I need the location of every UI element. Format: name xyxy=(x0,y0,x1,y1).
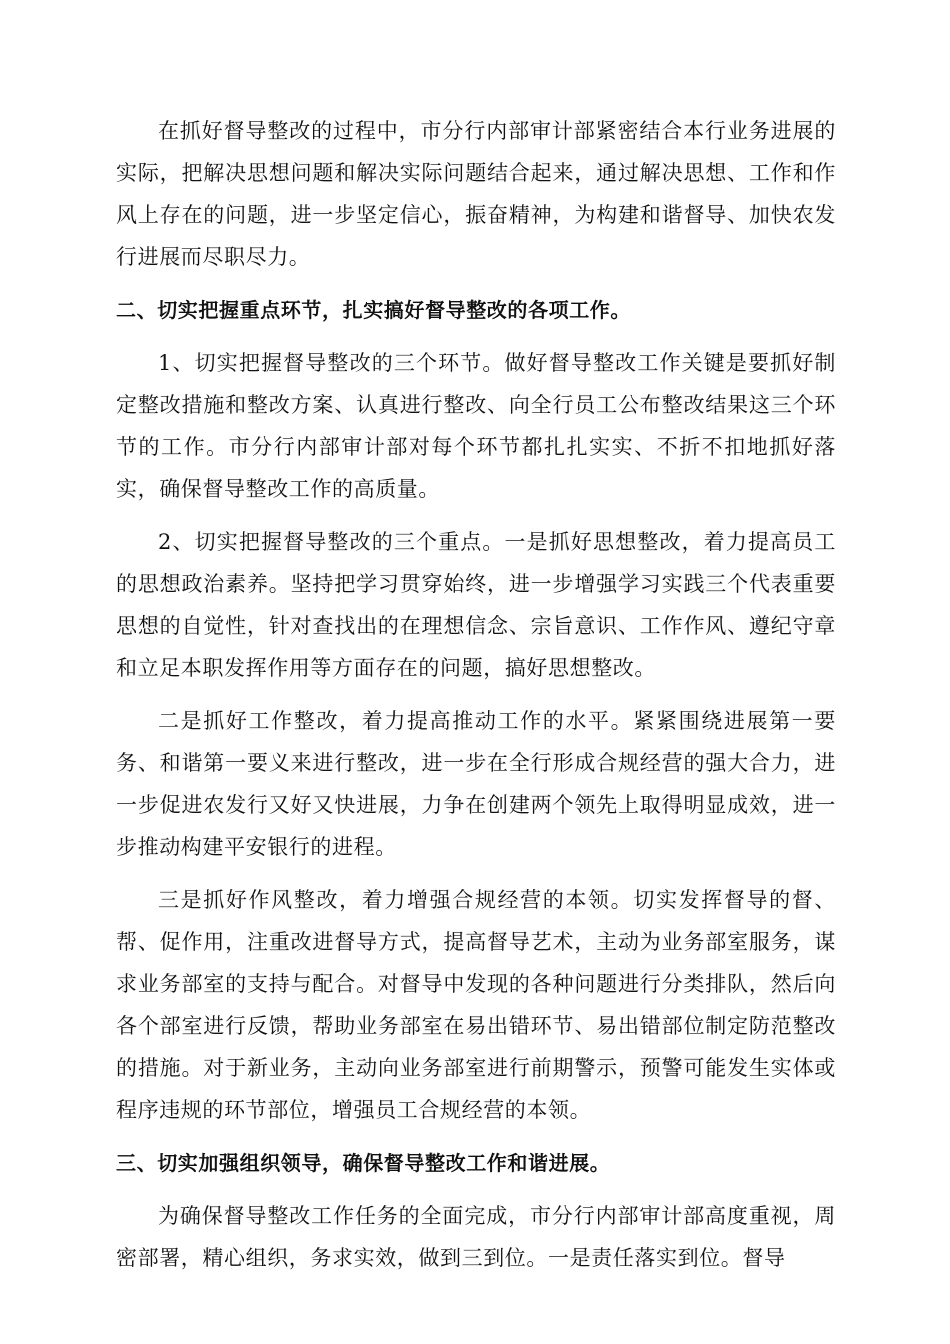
paragraph-intro: 在抓好督导整改的过程中，市分行内部审计部紧密结合本行业务进展的实际，把解决思想问题和解决实际问题结合起来，通过解决思想、工作和作风上存在的问题，进一步坚定信心，振奋精神，为构建和谐督导、加快农发行进展而尽职尽力。 xyxy=(116,119,836,269)
paragraph-three-focus: 2、切实把握督导整改的三个重点。一是抓好思想整改，着力提高员工的思想政治素养。坚持把学习贯穿始终，进一步增强学习实践三个代表重要思想的自觉性，针对查找出的在理想信念、宗旨意识、工作作风、遵纪守章和立足本职发挥作用等方面存在的问题，搞好思想整改。 xyxy=(116,530,836,680)
paragraph-three-links: 1、切实把握督导整改的三个环节。做好督导整改工作关键是要抓好制定整改措施和整改方案、认真进行整改、向全行员工公布整改结果这三个环节的工作。市分行内部审计部对每个环节都扎扎实实、不折不扣地抓好落实，确保督导整改工作的高质量。 xyxy=(116,351,836,501)
paragraph-work-rectification: 二是抓好工作整改，着力提高推动工作的水平。紧紧围绕进展第一要务、和谐第一要义来进行整改，进一步在全行形成合规经营的强大合力，进一步促进农发行又好又快进展，力争在创建两个领先上取得明显成效，进一步推动构建平安银行的进程。 xyxy=(116,709,836,859)
document-body xyxy=(116,110,836,1290)
paragraph-style-rectification: 三是抓好作风整改，着力增强合规经营的本领。切实发挥督导的督、帮、促作用，注重改进督导方式，提高督导艺术，主动为业务部室服务，谋求业务部室的支持与配合。对督导中发现的各种问题进行分类排队，然后向各个部室进行反馈，帮助业务部室在易出错环节、易出错部位制定防范整改的措施。对于新业务，主动向业务部室进行前期警示，预警可能发生实体或程序违规的环节部位，增强员工合规经营的本领。 xyxy=(116,888,836,1122)
section-heading-3: 三、切实加强组织领导，确保督导整改工作和谐进展。 xyxy=(116,1151,611,1175)
section-heading-2: 二、切实把握重点环节，扎实搞好督导整改的各项工作。 xyxy=(116,298,631,322)
paragraph-organization: 为确保督导整改工作任务的全面完成，市分行内部审计部高度重视，周密部署，精心组织，务求实效，做到三到位。一是责任落实到位。督导 xyxy=(116,1204,836,1270)
